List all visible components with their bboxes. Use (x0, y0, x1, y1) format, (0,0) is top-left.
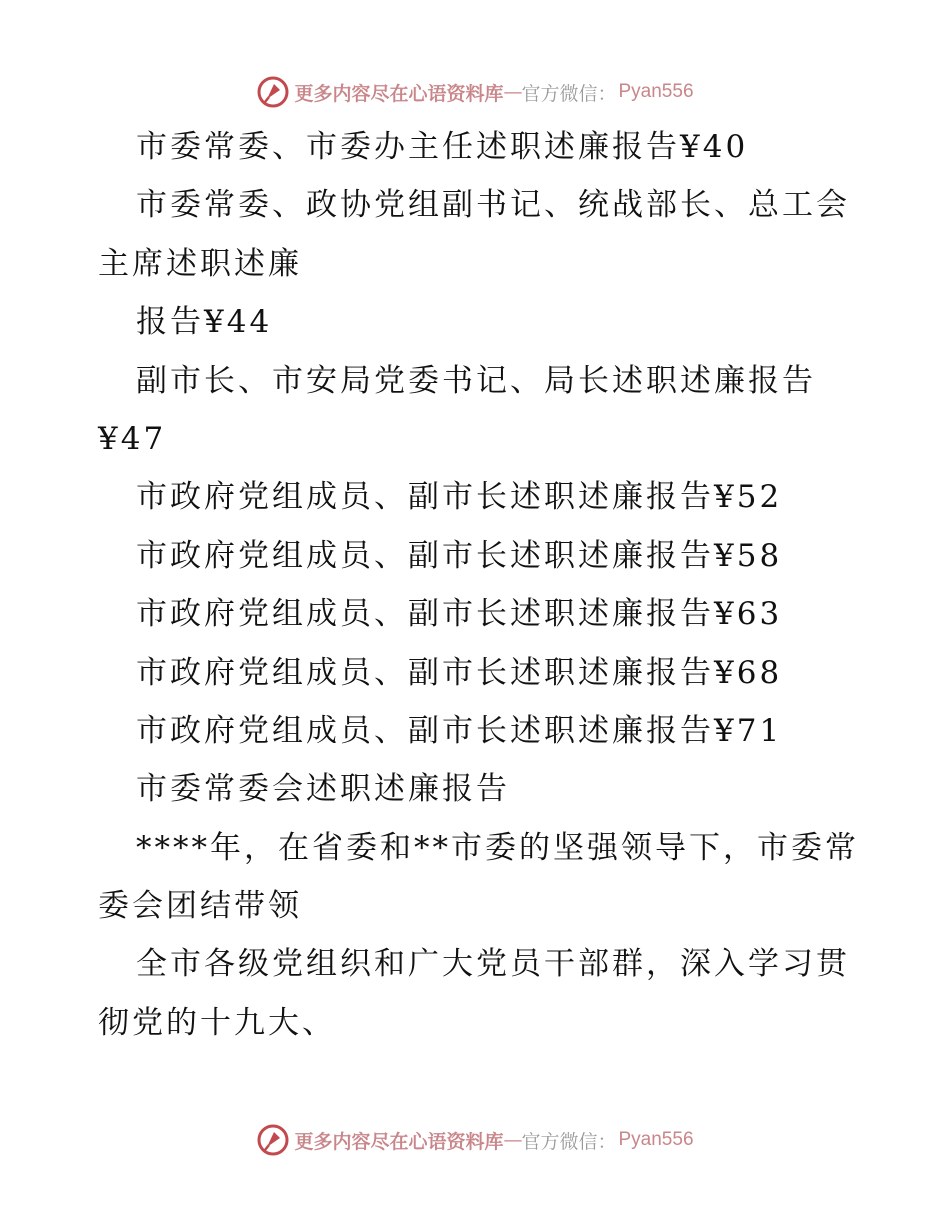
watermark-wechat-id: Pyan556 (618, 81, 694, 102)
text-line: ¥47 (98, 420, 167, 457)
watermark-wechat-label: 官方微信： (521, 82, 617, 105)
text-line: 市政府党组成员、副市长述职述廉报告¥71 (136, 712, 783, 749)
watermark-text: 更多内容尽在心语资料库 (294, 82, 504, 105)
watermark-dash: — (503, 81, 522, 103)
text-line: 副市长、市安局党委书记、局长述职述廉报告 (136, 362, 816, 399)
footer-watermark (0, 1120, 950, 1160)
text-line: 市委常委、政协党组副书记、统战部长、总工会 (136, 187, 850, 224)
pen-nib-logo-icon (256, 75, 290, 109)
text-line: 主席述职述廉 (98, 245, 302, 282)
document-body (98, 118, 858, 1052)
text-line: 市政府党组成员、副市长述职述廉报告¥63 (136, 596, 783, 633)
text-line: 市政府党组成员、副市长述职述廉报告¥58 (136, 537, 783, 574)
text-line: ****年，在省委和**市委的坚强领导下，市委常 (136, 829, 859, 866)
pen-nib-logo-icon (256, 1123, 290, 1157)
text-line: 市委常委、市委办主任述职述廉报告¥40 (136, 129, 749, 165)
text-line: 委会团结带领 (98, 888, 302, 925)
text-line: 彻党的十九大、 (98, 1004, 336, 1041)
watermark-wechat-label: 官方微信： (521, 1130, 617, 1153)
watermark-wechat-id: Pyan556 (618, 1129, 694, 1150)
watermark-dash: — (503, 1129, 522, 1151)
text-line: 全市各级党组织和广大党员干部群，深入学习贯 (136, 946, 850, 983)
text-line: 市政府党组成员、副市长述职述廉报告¥52 (136, 479, 783, 516)
text-line: 市政府党组成员、副市长述职述廉报告¥68 (136, 654, 783, 691)
watermark-text: 更多内容尽在心语资料库 (294, 1130, 504, 1153)
header-watermark (0, 72, 950, 112)
section-heading: 市委常委会述职述廉报告 (136, 771, 510, 808)
text-line: 报告¥44 (136, 304, 273, 341)
